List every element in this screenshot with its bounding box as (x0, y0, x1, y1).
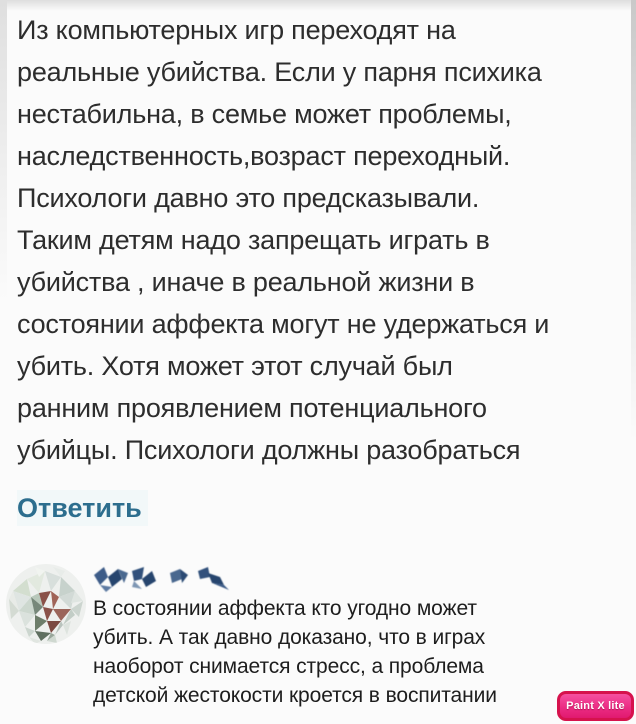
edge-shading-right (631, 0, 636, 440)
comment-text (93, 594, 623, 710)
blurred-username[interactable] (92, 563, 234, 593)
comment-text-line: убить. А так давно доказано, что в играх (93, 626, 486, 649)
blurred-username-image (92, 563, 234, 593)
post-text-line: убийства , иначе в реальной жизни в (17, 267, 475, 297)
edge-shading-left (0, 0, 7, 300)
post-text-line: реальные убийства. Если у парня психика (17, 57, 542, 87)
pixelated-avatar-image (5, 563, 87, 645)
post-text-line: ранним проявлением потенциального (17, 393, 487, 423)
comment-text-line: детской жестокости кроется в воспитании (93, 684, 497, 707)
post-text-line: убить. Хотя может этот случай был (17, 351, 453, 381)
reply-button[interactable]: Ответить (17, 490, 148, 526)
post-text-line: убийцы. Психологи должны разобраться (17, 435, 521, 465)
post-text-line: Психологи давно это предсказывали. (17, 183, 480, 213)
post-text-line: Из компьютерных игр переходят на (17, 15, 456, 45)
post-text-line: наследственность,возраст переходный. (17, 141, 511, 171)
avatar[interactable] (5, 563, 87, 645)
post-text-line: Таким детям надо запрещать играть в (17, 225, 490, 255)
paintx-watermark-badge (557, 691, 634, 721)
comment-text-line: наоборот снимается стресс, а проблема (93, 655, 484, 678)
post-text-line: состоянии аффекта могут не удержаться и (17, 309, 550, 339)
paintx-watermark-label: Paint X lite (566, 700, 625, 712)
post-text-line: нестабильна, в семье может проблемы, (17, 99, 512, 129)
post-text (17, 9, 629, 471)
comment-text-line: В состоянии аффекта кто угодно может (93, 597, 477, 620)
